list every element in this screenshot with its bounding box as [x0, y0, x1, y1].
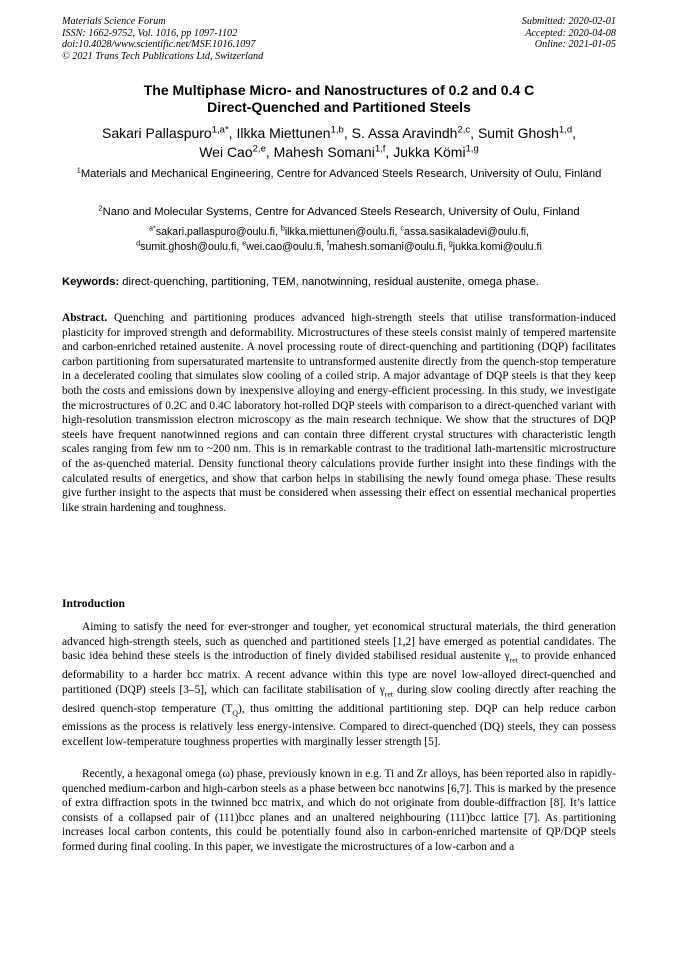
author-separator: ,: [470, 125, 478, 141]
submitted-date: Submitted: 2020-02-01: [521, 16, 616, 27]
title-line-2: Direct-Quenched and Partitioned Steels: [207, 99, 471, 115]
email-address[interactable]: sakari.pallaspuro@oulu.fi: [155, 226, 275, 238]
introduction-paragraph-2: Recently, a hexagonal omega (ω) phase, previously known in e.g. Ti and Zr alloys, has been reported also in rapidly-quenched medium-carbon and high-carbon steels as a phase between bcc nanotwins [6,7]. This is marked by the presence of extra diffraction spots in the twinned bcc matrix, and which do not originate from double-diffraction [8]. It’s lattice consists of a collapsed pair of (111)bcc planes and an unaltered neighbouring (111)bcc lattice [7]. As partitioning increases local carbon contents, this could be potentially found also in carbon-enriched martensite of QP/DQP steels formed during final cooling. In this paper, we investigate the microstructures of a low-carbon and a: [62, 768, 616, 853]
abstract-text: Quenching and partitioning produces advanced high-strength steels that utilise transformation-induced plasticity for improved strength and deformability. Microstructures of these steels consist mainly of tempered martensite and carbon-enriched retained austenite. A novel processing route of direct-quenching and partitioning (DQP) facilitates carbon partitioning from supersaturated martensite to untransformed austenite directly from the quench-stop temperature in a decelerated cooling that simulates slow cooling of a coiled strip. A major advantage of DQP steels is that they keep both the costs and emissions down by inexpensive alloying and energy-efficient processing. In this study, we investigate the microstructures of 0.2C and 0.4C laboratory hot-rolled DQP steels with comparison to a direct-quenched variant with high-resolution transmission electron microscopy as the main research technique. We show that the structures of DQP steels have frequent nanotwinned regions and can contain three different crystal structures with characteristic length scales ranging from few nm to ~200 nm. This is in remarkable contrast to the traditional lath-martensitic microstructure of the as-quenched material. Density functional theory calculations provide further insight into these findings with the calculated results of energetics, and show that carbon helps in stabilising the newly found omega phase. These results give further insight to the aspects that must be considered when assessing their effect on essential mechanical properties like strain hardening and toughness.: [62, 312, 616, 514]
email-separator: ,: [236, 241, 243, 253]
author-separator: ,: [572, 125, 577, 141]
affiliation-number: 2: [98, 203, 103, 213]
gamma-symbol: γ: [379, 683, 385, 696]
author-name: Wei Cao: [199, 144, 253, 160]
email-address[interactable]: wei.cao@oulu.fi: [246, 241, 322, 253]
email-entry: [400, 223, 529, 238]
issn-line: ISSN: 1662-9752, Vol. 1016, pp 1097-1102: [62, 27, 238, 39]
email-mark: e: [242, 238, 247, 248]
author-name: Sakari Pallaspuro: [101, 125, 212, 141]
keywords: [62, 275, 616, 290]
author-name: Sumit Ghosh: [477, 125, 559, 141]
author: [102, 125, 236, 141]
author-affiliation-mark: 1,b: [330, 124, 344, 136]
author-affiliation-mark: 1,f: [374, 143, 386, 155]
author-name: Ilkka Miettunen: [236, 125, 331, 141]
section-heading-introduction: Introduction: [62, 597, 125, 610]
email-entry: [327, 238, 449, 253]
email-address[interactable]: jukka.komi@oulu.fi: [452, 241, 542, 253]
email-mark: g: [448, 238, 453, 248]
paragraph-text: during slow cooling directly after reaching the desired quench-stop temperature (T: [62, 683, 616, 715]
email-entry: [136, 238, 243, 253]
author: [352, 125, 478, 141]
introduction-paragraph-1: [62, 620, 616, 750]
accepted-date: Accepted: 2020-04-08: [525, 27, 616, 39]
abstract-label: Abstract.: [62, 312, 108, 324]
journal-name: Materials Science Forum: [62, 16, 166, 27]
author-name: Mahesh Somani: [273, 144, 375, 160]
author: [236, 125, 351, 141]
paragraph-text: ), thus omitting the additional partitioning step. DQP can help reduce carbon emissions as the process is relatively less energy-intensive. Compared to direct-quenched (DQ) steels, they can possess excellent low-temperature toughness properties with marginally lesser strength [5].: [62, 702, 617, 748]
author-affiliation-mark: 1,g: [465, 143, 479, 155]
author-list: [62, 124, 616, 162]
author-separator: ,: [265, 144, 274, 160]
paragraph-text: to provide enhanced deformability to a harder bcc matrix. A recent advance within this type are novel low-alloyed direct-quenched and partitioned (DQP) steels [3–5], which can facilitate stabilisation of: [62, 650, 616, 696]
affiliation-text: Materials and Mechanical Engineering, Centre for Advanced Steels Research, University of Oulu, Finland: [80, 168, 602, 180]
author: [478, 125, 576, 141]
author: [199, 144, 273, 160]
affiliation-text: Nano and Molecular Systems, Centre for Advanced Steels Research, University of Oulu, Finland: [102, 206, 580, 218]
author-separator: ,: [228, 125, 237, 141]
email-entry: [280, 223, 401, 238]
author-affiliation-mark: 2,e: [252, 143, 266, 155]
keywords-text: direct-quenching, partitioning, TEM, nanotwinning, residual austenite, omega phase.: [119, 276, 539, 288]
author-affiliation-mark: 1,d: [558, 124, 573, 136]
title-line-1: The Multiphase Micro- and Nanostructures of 0.2 and 0.4 C: [143, 82, 535, 98]
affiliation-1: [62, 167, 616, 182]
author: [274, 144, 394, 160]
ret-subscript: ret: [509, 655, 518, 665]
copyright-line: © 2021 Trans Tech Publications Ltd, Switzerland: [62, 50, 264, 62]
email-separator: ,: [442, 241, 449, 253]
online-date: Online: 2021-01-05: [534, 39, 616, 51]
email-address[interactable]: sumit.ghosh@oulu.fi: [140, 241, 237, 253]
ret-subscript: ret: [384, 688, 393, 698]
doi-line[interactable]: doi:10.4028/www.scientific.net/MSF.1016.1097: [62, 39, 256, 51]
author: [393, 144, 479, 160]
email-list: [62, 225, 616, 255]
gamma-symbol: γ: [504, 650, 510, 663]
email-entry: [242, 238, 328, 253]
affiliation-number: 1: [76, 165, 81, 175]
affiliation-2: [62, 205, 616, 220]
email-address[interactable]: assa.sasikaladevi@oulu.fi,: [403, 226, 529, 238]
author-name: S. Assa Aravindh: [351, 125, 458, 141]
email-address[interactable]: mahesh.somani@oulu.fi: [329, 241, 443, 253]
author-separator: ,: [343, 125, 352, 141]
keywords-label: Keywords:: [62, 276, 120, 288]
email-address[interactable]: ilkka.miettunen@oulu.fi: [284, 226, 395, 238]
author-separator: ,: [385, 144, 394, 160]
email-mark: f: [327, 238, 330, 248]
q-subscript: Q: [232, 707, 238, 717]
author-affiliation-mark: 2,c: [457, 124, 471, 136]
email-entry: [149, 223, 281, 238]
email-separator: ,: [321, 241, 328, 253]
email-separator: ,: [274, 226, 281, 238]
email-mark: d: [136, 238, 141, 248]
email-entry: [448, 238, 542, 253]
paper-title: [62, 82, 616, 116]
email-separator: ,: [394, 226, 401, 238]
journal-info: [62, 16, 263, 62]
email-mark: a*: [149, 223, 156, 233]
email-mark: c: [400, 223, 404, 233]
author-name: Jukka Kömi: [393, 144, 466, 160]
submission-dates: [522, 16, 616, 51]
email-mark: b: [280, 223, 285, 233]
paragraph-text: Aiming to satisfy the need for ever-stronger and tougher, yet economical structural materials, the third generation advanced high-strength steels, such as quenched and partitioned steels [1,2] have emerged as potential candidates. The basic idea behind these steels is the introduction of finely divided stabilised residual austenite: [62, 621, 616, 663]
author-affiliation-mark: 1,a*: [211, 124, 229, 136]
abstract: [62, 311, 616, 515]
